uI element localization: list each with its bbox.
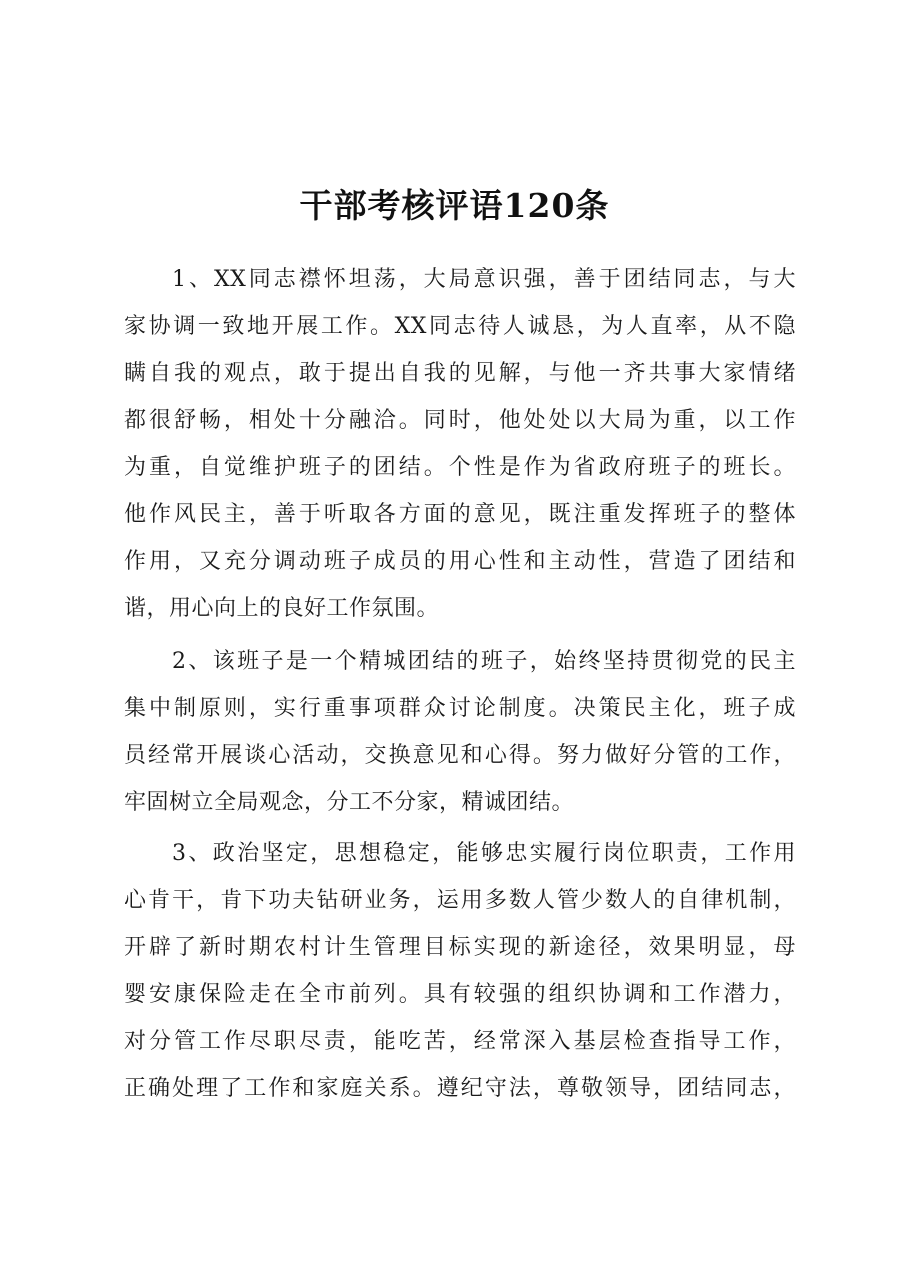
paragraph-3-line-6: 正确处理了工作和家庭关系。遵纪守法，尊敬领导，团结同志， (124, 1076, 796, 1101)
paragraph-2-line-3: 员经常开展谈心活动，交换意见和心得。努力做好分管的工作， (124, 743, 796, 768)
paragraph-1-line-4: 都很舒畅，相处十分融洽。同时，他处处以大局为重，以工作 (124, 408, 796, 433)
paragraph-1-line-3: 瞒自我的观点，敢于提出自我的见解，与他一齐共事大家情绪 (124, 361, 796, 386)
paragraph-1-line-6: 他作风民主，善于听取各方面的意见，既注重发挥班子的整体 (124, 502, 796, 527)
paragraph-1-line-1: 1、XX同志襟怀坦荡，大局意识强，善于团结同志，与大 (172, 267, 796, 292)
paragraph-2-line-1: 2、该班子是一个精城团结的班子，始终坚持贯彻党的民主 (172, 649, 796, 674)
paragraph-3-line-1: 3、政治坚定，思想稳定，能够忠实履行岗位职责，工作用 (172, 841, 796, 866)
paragraph-1-line-7: 作用，又充分调动班子成员的用心性和主动性，营造了团结和 (124, 549, 796, 574)
paragraph-1-line-2: 家协调一致地开展工作。XX同志待人诚恳，为人直率，从不隐 (124, 314, 796, 339)
paragraph-2-line-2: 集中制原则，实行重事项群众讨论制度。决策民主化，班子成 (124, 696, 796, 721)
paragraph-3-line-3: 开辟了新时期农村计生管理目标实现的新途径，效果明显，母 (124, 935, 796, 960)
paragraph-3-line-5: 对分管工作尽职尽责，能吃苦，经常深入基层检查指导工作， (124, 1029, 796, 1054)
document-title: 干部考核评语120条 (299, 186, 610, 225)
paragraph-1-line-8: 谐，用心向上的良好工作氛围。 (124, 596, 440, 621)
paragraph-2-line-4: 牢固树立全局观念，分工不分家，精诚团结。 (124, 790, 575, 815)
paragraph-1-line-5: 为重，自觉维护班子的团结。个性是作为省政府班子的班长。 (124, 455, 796, 480)
paragraph-3-line-2: 心肯干，肯下功夫钻研业务，运用多数人管少数人的自律机制， (124, 888, 796, 913)
paragraph-3-line-4: 婴安康保险走在全市前列。具有较强的组织协调和工作潜力， (124, 982, 796, 1007)
